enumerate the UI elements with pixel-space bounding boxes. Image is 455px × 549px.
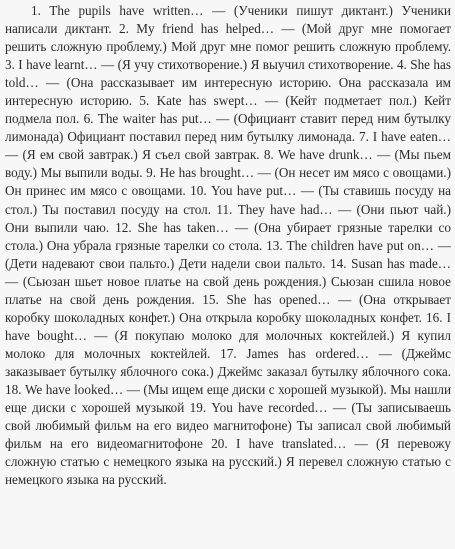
exercise-paragraph: 1. The pupils have written… — (Ученики пишут диктант.) Ученики написали диктант. 2. My friend has helped… — (Мой друг мне помогает решить сложную проблему.) Мой друг мне помог решить сложную проблему. 3. I have learnt… — (Я учу стихотворение.) Я выучил стихотворение. 4. She has told… — (Она рассказывает им интересную историю. Она рассказала им интересную историю. 5. Kate has swept… — (Кейт подметает пол.) Кейт подмела пол. 6. The waiter has put… — (Официант ставит перед ним бутылку лимонада) Официант поставил перед ним бутылку лимонада. 7. I have eaten… — (Я ем свой завтрак.) Я съел свой завтрак. 8. We have drunk… — (Мы пьем воду.) Мы выпили воды. 9. He has brought… — (Он несет им мясо с овощами.) Он принес им мясо с овощами. 10. You have put… — (Ты ставишь посуду на стол.) Ты поставил посуду на стол. 11. They have had… — (Они пьют чай.) Они выпили чаю. 12. She has taken… — (Она убирает грязные тарелки со стола.) Она убрала грязные тарелки со стола. 13. The children have put on… — (Дети надевают свои пальто.) Дети надели свои пальто. 14. Susan has made… — (Сьюзан шьет новое платье на свой день рождения.) Сьюзан сшила новое платье на свой день рождения. 15. She has opened… — (Она открывает коробку шоколадных конфет.) Она открыла коробку шоколадных конфет. 16. I have bought… — (Я покупаю молоко для молочных коктейлей.) Я купил молоко для молочных коктейлей. 17. James has ordered… — (Джеймс заказывает бутылку яблочного сока.) Джеймс заказал бутылку яблочного сока. 18. We have looked… — (Мы ищем еще диски с хорошей музыкой). Мы нашли еще диски с хорошей музыкой 19. You have recorded… — (Ты записываешь свой любимый фильм на его видео магнитофоне) Ты записал свой любимый фильм на его видеомагнитофоне 20. I have translated… — (Я перевожу сложную статью с немецкого языка на русский.) Я перевел сложную статью с немецкого языка на русский. <box>5 3 451 488</box>
